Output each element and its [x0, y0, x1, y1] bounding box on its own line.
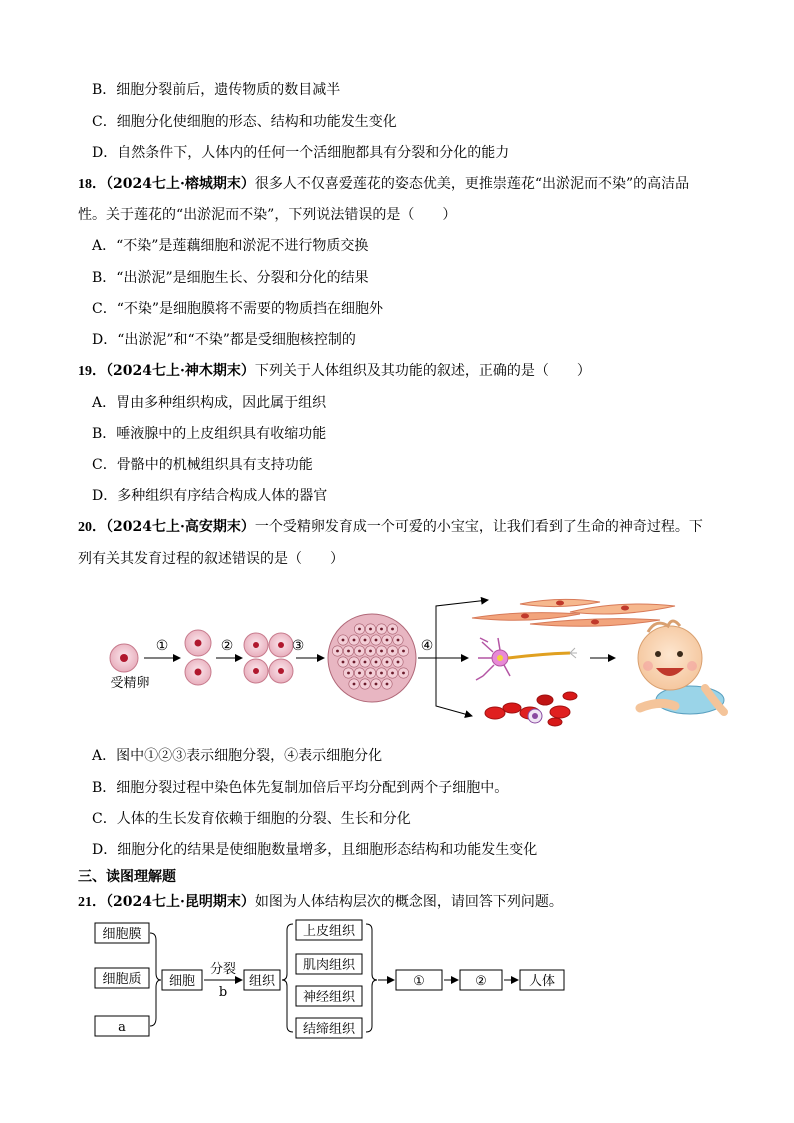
small-cell-nucleus: [402, 650, 405, 653]
q20-stem-line2: 列有关其发育过程的叙述错误的是（ ）: [78, 551, 344, 567]
small-cell-nucleus: [369, 628, 372, 631]
q18-option-b: B．“出淤泥”是细胞生长、分裂和分化的结果: [92, 270, 369, 286]
q19-option-b: B．唾液腺中的上皮组织具有收缩功能: [92, 426, 327, 442]
small-cell-nucleus: [364, 661, 367, 664]
q18-option-c: C．“不染”是细胞膜将不需要的物质挡在细胞外: [92, 301, 384, 317]
q19-option-a: A．胃由多种组织构成，因此属于组织: [92, 395, 327, 411]
q17-option-d: D．自然条件下，人体内的任何一个活细胞都具有分裂和分化的能力: [92, 145, 510, 161]
q18-text: 很多人不仅喜爱莲花的姿态优美，更推崇莲花“出淤泥而不染”的高洁品: [254, 176, 690, 192]
epithelial-tissue-box: 上皮组织: [302, 924, 356, 939]
blank-a-box: a: [118, 1020, 126, 1035]
q20-stem-line1: [78, 517, 703, 538]
baby-illustration: [638, 621, 724, 714]
q20-option-d: D．细胞分化的结果是使细胞数量增多，且细胞形态结构和功能发生变化: [92, 842, 538, 858]
q19-text: 下列关于人体组织及其功能的叙述，正确的是（ ）: [254, 363, 591, 379]
small-cell-nucleus: [402, 672, 405, 675]
step-1-label: ①: [155, 638, 169, 654]
q17-option-b: B．细胞分裂前后，遗传物质的数目减半: [92, 82, 341, 98]
step-3-label: ③: [291, 638, 305, 654]
small-cell-nucleus: [358, 628, 361, 631]
small-cell-nucleus: [342, 639, 345, 642]
muscle-tissue-box: 肌肉组织: [302, 958, 356, 973]
cell-mass: [328, 614, 416, 702]
q20-option-a: A．图中①②③表示细胞分裂，④表示细胞分化: [92, 748, 383, 764]
small-cell-nucleus: [353, 683, 356, 686]
small-cell-nucleus: [336, 650, 339, 653]
small-cell-nucleus: [397, 639, 400, 642]
neuron: [476, 638, 577, 680]
q18-source: （2024七上·榕城期末）: [106, 176, 255, 192]
small-cell-nucleus: [391, 628, 394, 631]
q21-stem: [78, 892, 563, 913]
q21-text: 如图为人体结构层次的概念图，请回答下列问题。: [254, 894, 563, 910]
q20-source: （2024七上·高安期末）: [106, 519, 255, 535]
two-cell-stage: [185, 630, 211, 685]
q21-number: 21．: [78, 895, 106, 910]
q18-number: 18．: [78, 177, 106, 192]
small-cell-nucleus: [353, 661, 356, 664]
q19-number: 19．: [78, 364, 106, 379]
small-cell-nucleus: [386, 683, 389, 686]
q18-option-a: A．“不染”是莲藕细胞和淤泥不进行物质交换: [92, 238, 369, 254]
blood-cells: [485, 692, 577, 726]
small-cell-nucleus: [386, 639, 389, 642]
q20-option-c: C．人体的生长发育依赖于细胞的分裂、生长和分化: [92, 811, 411, 827]
q18-stem-line2: 性。关于莲花的“出淤泥而不染”，下列说法错误的是（ ）: [78, 207, 457, 223]
q19-stem: [78, 361, 591, 382]
small-cell-nucleus: [391, 672, 394, 675]
small-cell-nucleus: [342, 661, 345, 664]
small-cell-nucleus: [364, 639, 367, 642]
q20-number: 20．: [78, 520, 106, 535]
small-cell-nucleus: [347, 650, 350, 653]
small-cell-nucleus: [391, 650, 394, 653]
cell-membrane-box: 细胞膜: [102, 927, 142, 942]
small-cell-nucleus: [364, 683, 367, 686]
level-1-box: ①: [413, 974, 425, 989]
small-cell-nucleus: [353, 639, 356, 642]
q18-stem-line1: [78, 174, 689, 195]
small-cell-nucleus: [397, 661, 400, 664]
small-cell-nucleus: [358, 672, 361, 675]
small-cell-nucleus: [380, 650, 383, 653]
small-cell-nucleus: [375, 661, 378, 664]
q17-option-c: C．细胞分化使细胞的形态、结构和功能发生变化: [92, 114, 397, 130]
small-cell-nucleus: [380, 672, 383, 675]
small-cell-nucleus: [369, 650, 372, 653]
q18-option-d: D．“出淤泥”和“不染”都是受细胞核控制的: [92, 332, 356, 348]
q19-source: （2024七上·神木期末）: [106, 363, 255, 379]
connective-tissue-box: 结缔组织: [302, 1022, 356, 1037]
level-2-box: ②: [475, 974, 487, 989]
q20-text: 一个受精卵发育成一个可爱的小宝宝，让我们看到了生命的神奇过程。下: [254, 519, 703, 535]
cell-box: 细胞: [168, 974, 196, 989]
q19-option-c: C．骨骼中的机械组织具有支持功能: [92, 457, 313, 473]
muscle-cells: [472, 599, 675, 626]
q21-concept-diagram: [90, 918, 580, 1043]
step-2-label: ②: [220, 638, 234, 654]
small-cell-nucleus: [386, 661, 389, 664]
small-cell-nucleus: [358, 650, 361, 653]
small-cell-nucleus: [347, 672, 350, 675]
q20-option-b: B．细胞分裂过程中染色体先复制加倍后平均分配到两个子细胞中。: [92, 780, 509, 796]
tissue-box: 组织: [248, 974, 276, 989]
small-cell-nucleus: [369, 672, 372, 675]
q20-development-figure: [100, 588, 730, 733]
fertilized-egg: [110, 644, 138, 672]
cytoplasm-box: 细胞质: [102, 972, 142, 987]
step-4-label: ④: [420, 638, 434, 654]
human-body-box: 人体: [528, 974, 556, 989]
four-cell-stage: [244, 633, 293, 683]
small-cell-nucleus: [375, 683, 378, 686]
q19-option-d: D．多种组织有序结合构成人体的器官: [92, 488, 328, 504]
small-cell-nucleus: [380, 628, 383, 631]
arrow-label-b: b: [218, 985, 228, 1000]
q21-source: （2024七上·昆明期末）: [106, 894, 255, 910]
fertilized-egg-label: 受精卵: [110, 676, 150, 691]
small-cell-nucleus: [375, 639, 378, 642]
section-3-heading: 三、读图理解题: [78, 869, 176, 885]
nervous-tissue-box: 神经组织: [302, 990, 356, 1005]
arrow-label-division: 分裂: [209, 962, 237, 977]
